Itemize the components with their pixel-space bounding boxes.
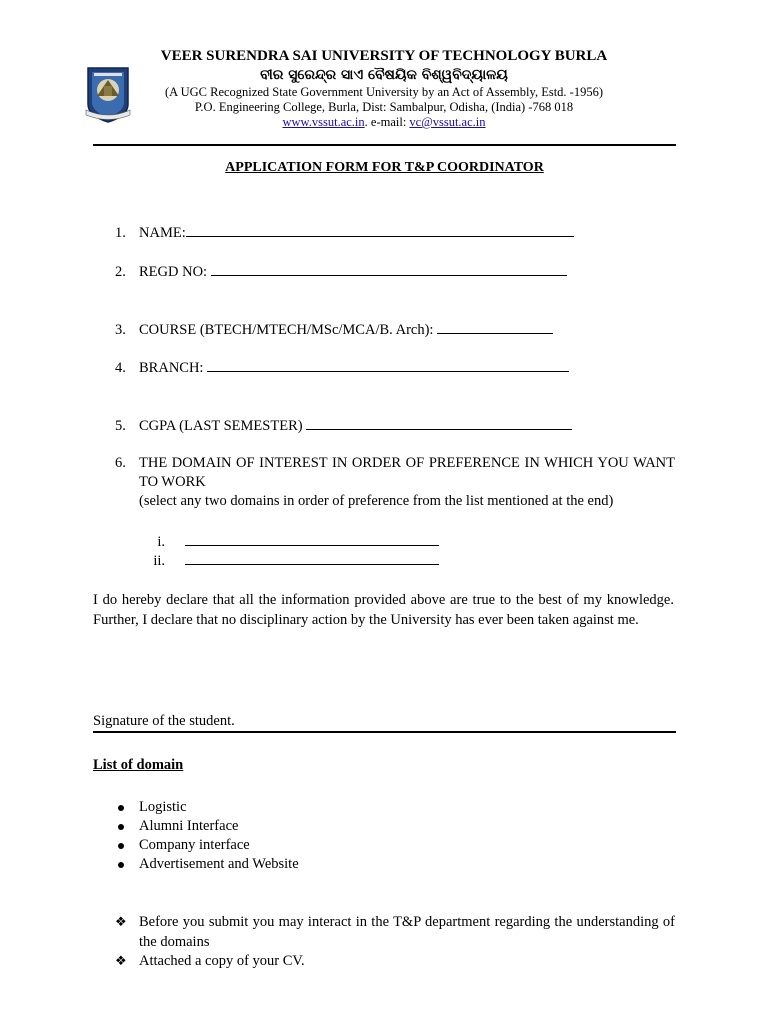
university-name-odia: ବୀର ସୁରେନ୍ଦ୍ର ସାଏ ବୈଷୟିକ ବିଶ୍ୱବିଦ୍ୟାଳୟ xyxy=(260,67,508,83)
form-title: APPLICATION FORM FOR T&P COORDINATOR xyxy=(225,160,544,175)
field-branch: 4. BRANCH: xyxy=(115,358,569,377)
domain-list xyxy=(115,798,299,874)
header-divider xyxy=(93,144,676,146)
contact-line xyxy=(140,115,628,130)
list-of-domain-heading: List of domain xyxy=(93,757,184,773)
instruction-notes xyxy=(115,913,675,972)
domain-choice-1: i. xyxy=(145,532,439,551)
bullet-icon xyxy=(118,805,124,811)
field-regd-no-label: REGD NO: xyxy=(139,264,211,280)
list-item: Company interface xyxy=(115,836,299,855)
domain-choice-1-input-line[interactable] xyxy=(185,532,439,546)
recognition-line: (A UGC Recognized State Government University by an Act of Assembly, Estd. -1956) xyxy=(164,85,603,99)
name-input-line[interactable] xyxy=(186,223,574,237)
email-label: . e-mail: xyxy=(364,115,410,129)
list-item: Logistic xyxy=(115,798,299,817)
domain-question-text: THE DOMAIN OF INTEREST IN ORDER OF PREFERENCE IN WHICH YOU WANT TO WORK xyxy=(139,455,675,490)
letterhead xyxy=(140,47,628,130)
field-branch-label: BRANCH: xyxy=(139,360,208,376)
field-name-label: NAME: xyxy=(139,225,186,241)
list-item: ❖ Before you submit you may interact in the T&P department regarding the understanding of the domains xyxy=(115,914,675,950)
declaration-text: I do hereby declare that all the information provided above are true to the best of my knowledge. Further, I declare that no disciplinary action by the University has ever been taken against me. xyxy=(93,592,674,628)
regd-no-input-line[interactable] xyxy=(211,262,567,276)
signature-label: Signature of the student. xyxy=(93,713,235,729)
field-course: 3. COURSE (BTECH/MTECH/MSc/MCA/B. Arch): xyxy=(115,320,553,339)
field-cgpa-label: CGPA (LAST SEMESTER) xyxy=(139,418,307,434)
field-cgpa: 5. CGPA (LAST SEMESTER) xyxy=(115,416,572,435)
bullet-icon xyxy=(118,862,124,868)
bullet-icon xyxy=(118,824,124,830)
list-item: ❖ Attached a copy of your CV. xyxy=(115,952,675,972)
list-item: Advertisement and Website xyxy=(115,855,299,874)
course-input-line[interactable] xyxy=(437,320,553,334)
branch-input-line[interactable] xyxy=(207,358,569,372)
address-line: P.O. Engineering College, Burla, Dist: Sambalpur, Odisha, (India) -768 018 xyxy=(194,100,574,114)
field-regd-no: 2. REGD NO: xyxy=(115,262,567,281)
email-link[interactable]: vc@vssut.ac.in xyxy=(409,115,486,129)
cgpa-input-line[interactable] xyxy=(306,416,572,430)
bullet-icon xyxy=(118,843,124,849)
university-logo xyxy=(82,66,134,124)
field-domain-preference: 6. THE DOMAIN OF INTEREST IN ORDER OF PREFERENCE IN WHICH YOU WANT TO WORK (select any two domains in order of preference from the list mentioned at the end) xyxy=(115,455,675,509)
list-item: Alumni Interface xyxy=(115,817,299,836)
diamond-bullet-icon: ❖ xyxy=(115,915,127,930)
university-name: VEER SURENDRA SAI UNIVERSITY OF TECHNOLOGY BURLA xyxy=(160,48,608,64)
website-link[interactable]: www.vssut.ac.in xyxy=(282,115,365,129)
signature-divider xyxy=(93,731,676,733)
field-name: 1. NAME: xyxy=(115,223,574,242)
diamond-bullet-icon: ❖ xyxy=(115,954,127,969)
domain-choice-2: ii. xyxy=(145,551,439,570)
domain-choice-2-input-line[interactable] xyxy=(185,551,439,565)
domain-question-note: (select any two domains in order of preference from the list mentioned at the end) xyxy=(139,493,614,509)
field-course-label: COURSE (BTECH/MTECH/MSc/MCA/B. Arch): xyxy=(139,322,438,338)
